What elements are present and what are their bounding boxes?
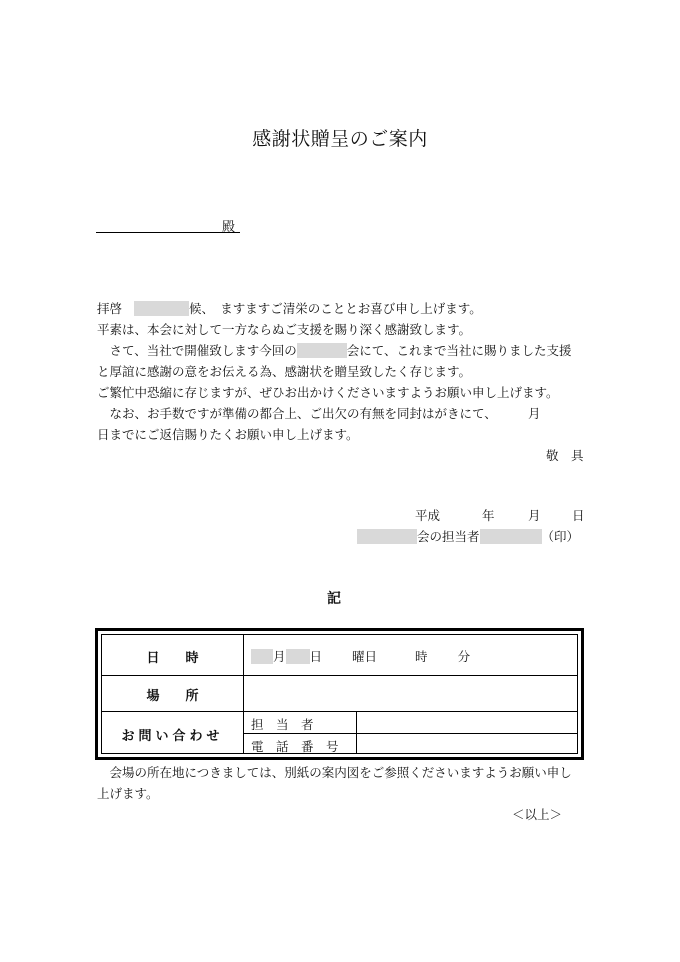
person-blank	[480, 529, 542, 544]
date-era: 平成	[415, 508, 441, 523]
datetime-value	[251, 647, 470, 665]
contact-label: お問い合わせ	[121, 729, 224, 744]
letter-line-3	[97, 340, 572, 361]
addressee-underline	[96, 232, 240, 233]
footer-line-2: 上げます。	[97, 786, 159, 801]
row-divider-2	[102, 711, 577, 712]
event-blank	[297, 343, 347, 358]
letter-line-6: なお、お手数ですが準備の都合上、ご出欠の有無を同封はがきにて、 月	[97, 406, 541, 421]
closing-word: 敬 具	[546, 448, 584, 463]
letter-line-5: ご繁忙中恐縮に存じますが、ぜひお出かけくださいますようお願い申し上げます。	[97, 385, 559, 400]
date-year: 年	[482, 508, 495, 523]
info-table-grid	[101, 634, 578, 754]
seal-mark: （印）	[541, 529, 580, 544]
row-divider-3	[243, 733, 577, 734]
date-month: 月	[528, 508, 541, 523]
place-label: 場 所	[146, 689, 199, 704]
line3-pre: さて、当社で開催致します今回の	[97, 343, 297, 358]
letter-line-1	[97, 298, 482, 319]
datetime-hour: 時	[415, 649, 428, 664]
month-blank	[251, 649, 273, 664]
sender-line	[357, 526, 579, 547]
end-mark: ＜以上＞	[512, 807, 563, 822]
sender-middle: 会の担当者	[417, 529, 480, 544]
line3-post: 会にて、これまで当社に賜りました支援	[346, 343, 572, 358]
col-divider-2	[356, 711, 357, 753]
datetime-weekday: 曜日	[352, 649, 378, 664]
datetime-minute: 分	[457, 649, 471, 664]
letter-line-7: 日までにご返信賜りたくお願い申し上げます。	[97, 427, 359, 442]
opening-word: 拝啓	[97, 301, 123, 316]
datetime-day: 日	[309, 649, 323, 664]
letter-line-2: 平素は、本会に対して一方ならぬご支援を賜り深く感謝致します。	[97, 322, 472, 337]
addressee-suffix: 殿	[222, 220, 236, 235]
footer-line-1: 会場の所在地につきましては、別紙の案内図をご参照くださいますようお願い申し	[97, 765, 572, 780]
ki-heading: 記	[327, 591, 341, 607]
letter-line-4: と厚誼に感謝の意をお伝える為、感謝状を贈呈致したく存じます。	[97, 364, 472, 379]
row-divider-1	[102, 675, 577, 676]
datetime-label: 日 時	[146, 651, 199, 666]
phone-label: 電 話 番 号	[251, 739, 339, 754]
season-blank	[134, 301, 189, 316]
col-divider-1	[243, 635, 244, 753]
info-table	[95, 628, 584, 760]
datetime-month: 月	[273, 649, 286, 664]
greeting-rest: 候、 ますますご清栄のこととお喜び申し上げます。	[189, 301, 482, 316]
org-blank	[357, 529, 417, 544]
page-title: 感謝状贈呈のご案内	[252, 128, 428, 150]
day-blank	[286, 649, 310, 664]
person-label: 担 当 者	[251, 717, 314, 732]
date-day: 日	[572, 508, 585, 523]
